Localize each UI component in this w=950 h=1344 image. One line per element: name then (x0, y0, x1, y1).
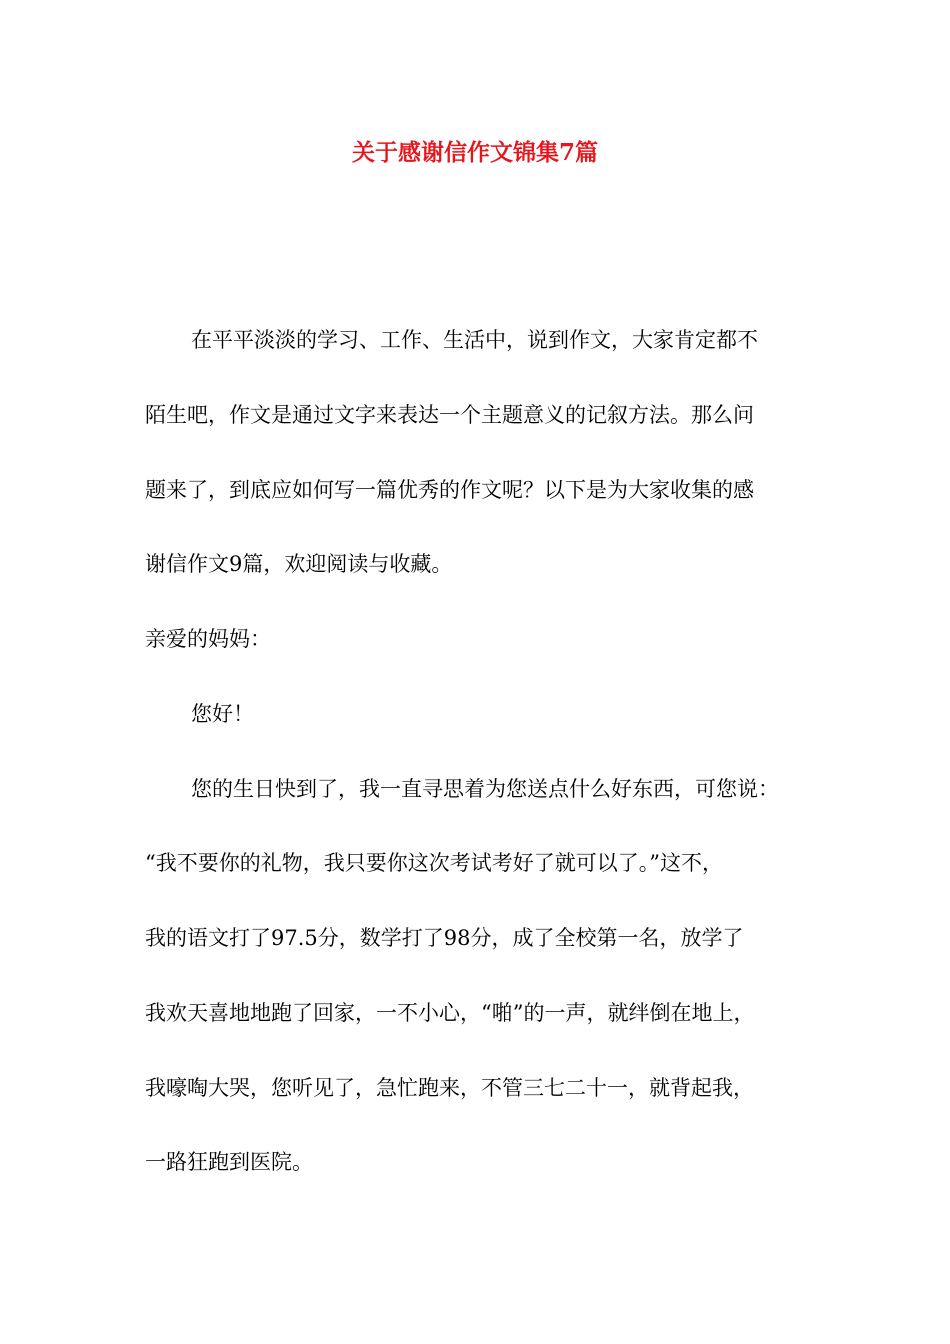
paragraph-line: 我嚎啕大哭，您听见了，急忙跑来，不管三七二十一，就背起我， (145, 1076, 754, 1100)
paragraph-line: 我的语文打了97.5分，数学打了98分，成了全校第一名，放学了 (145, 926, 744, 950)
letter-greeting: 您好！ (191, 702, 254, 726)
paragraph-line: 题来了，到底应如何写一篇优秀的作文呢？以下是为大家收集的感 (145, 478, 754, 502)
paragraph-line: 谢信作文9篇，欢迎阅读与收藏。 (145, 552, 453, 576)
paragraph-line: 陌生吧，作文是通过文字来表达一个主题意义的记叙方法。那么问 (145, 403, 754, 427)
paragraph-line: 在平平淡淡的学习、工作、生活中，说到作文，大家肯定都不 (191, 328, 758, 352)
paragraph-line: “我不要你的礼物，我只要你这次考试考好了就可以了。”这不， (145, 851, 723, 875)
document-title: 关于感谢信作文锦集7篇 (351, 139, 598, 166)
paragraph-line: 一路狂跑到医院。 (145, 1150, 313, 1174)
paragraph-line: 我欢天喜地地跑了回家，一不小心，“啪”的一声，就绊倒在地上， (145, 1001, 755, 1025)
paragraph-line: 您的生日快到了，我一直寻思着为您送点什么好东西，可您说： (191, 777, 779, 801)
letter-salutation: 亲爱的妈妈： (145, 627, 271, 651)
